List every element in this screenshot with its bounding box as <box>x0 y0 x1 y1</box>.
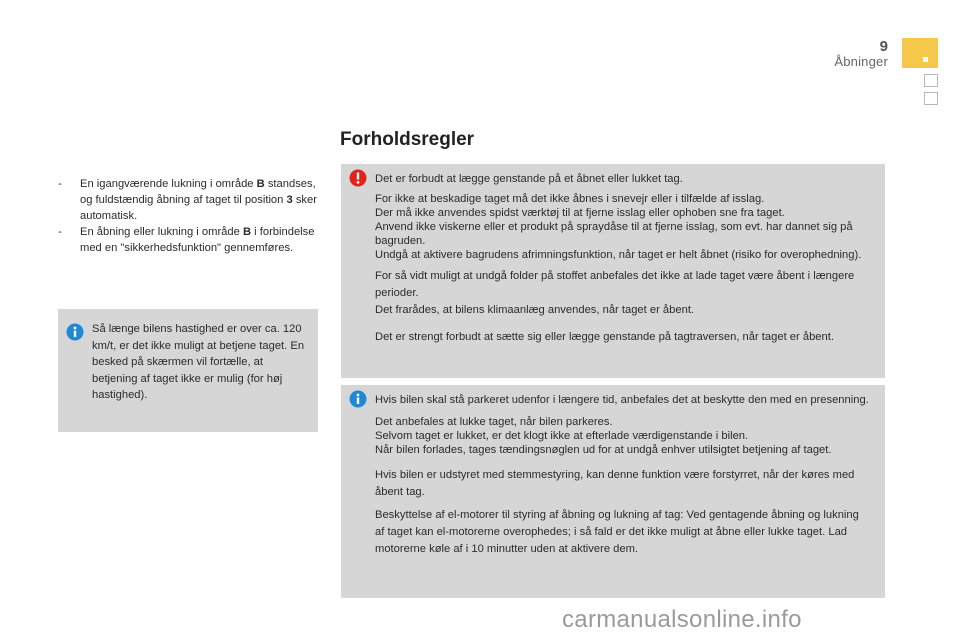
section-tab-3[interactable] <box>924 92 938 105</box>
info-icon <box>66 323 84 341</box>
speed-info-box <box>58 309 318 432</box>
info-text: Det anbefales at lukke taget, når bilen parkeres. <box>375 416 613 428</box>
list-item-text: i forbindelse med en "sikkerhedsfunktion" gennemføres. <box>80 226 315 254</box>
tab-marker-icon <box>923 57 928 62</box>
warning-text: Det er strengt forbudt at sætte sig eller lægge genstande på tagtraversen, når taget er åbent. <box>375 331 834 343</box>
area-label: B <box>256 178 265 190</box>
warning-text: Det frarådes, at bilens klimaanlæg anvendes, når taget er åbent. <box>375 304 695 316</box>
list-item-text: sker automatisk. <box>80 194 317 222</box>
list-item <box>58 176 320 224</box>
info-text: Hvis bilen er udstyret med stemmestyring, kan denne funktion være forstyrret, når der køres med åbent tag. <box>375 469 855 498</box>
warning-box <box>341 164 885 378</box>
info-icon <box>349 390 367 408</box>
section-tab-2[interactable] <box>924 74 938 87</box>
info-text: Så længe bilens hastighed er over ca. 120 km/t, er det ikke muligt at betjene taget. En besked på skærmen vil fortælle, at betjening af taget ikke er mulig (for høj hastighed). <box>92 323 305 401</box>
page-heading: Forholdsregler <box>340 129 475 150</box>
warning-text: Anvend ikke viskerne eller et produkt på spraydåse til at fjerne isslag, som evt. har dannet sig på bagruden. <box>375 221 853 247</box>
info-text: Beskyttelse af el-motorer til styring af åbning og lukning af tag: Ved gentagende åbning og lukning af taget kan el-motorerne overophedes; i så fald er det ikke muligt at åbne eller lukke taget. Lad motorerne køle af i 10 minutter uden at aktivere dem. <box>375 509 859 555</box>
parking-info-box <box>341 385 885 598</box>
page-number: 9 <box>879 38 888 55</box>
warning-text: Der må ikke anvendes spidst værktøj til at fjerne isslag eller ophoben sne fra taget. <box>375 207 785 219</box>
dash-bullet: - <box>58 178 62 190</box>
list-item <box>58 224 320 256</box>
info-text: Når bilen forlades, tages tændingsnøglen ud for at undgå enhver utilsigtet betjening af taget. <box>375 444 832 456</box>
warning-text: For ikke at beskadige taget må det ikke åbnes i snevejr eller i tilfælde af isslag. <box>375 193 765 205</box>
section-title: Åbninger <box>834 54 888 69</box>
list-item-text: En igangværende lukning i område <box>80 178 257 190</box>
dash-bullet: - <box>58 226 62 238</box>
list-item-text: En åbning eller lukning i område <box>80 226 243 238</box>
bullet-list <box>58 176 320 256</box>
warning-text: For så vidt muligt at undgå folder på stoffet anbefales det ikke at lade taget være åbent i længere perioder. <box>375 270 855 299</box>
warning-text: Det er forbudt at lægge genstande på et åbnet eller lukket tag. <box>375 173 683 185</box>
list-item-text: standses, og fuldstændig åbning af taget til position <box>80 178 316 206</box>
area-label: B <box>242 226 252 238</box>
warning-icon <box>349 169 367 187</box>
section-tab-active[interactable] <box>902 38 938 68</box>
info-text: Selvom taget er lukket, er det klogt ikke at efterlade værdigenstande i bilen. <box>375 430 749 442</box>
watermark: carmanualsonline.info <box>562 606 802 633</box>
position-label: 3 <box>286 194 293 206</box>
warning-text: Undgå at aktivere bagrudens afrimningsfunktion, når taget er helt åbnet (risiko for overophedning). <box>375 249 862 261</box>
info-text: Hvis bilen skal stå parkeret udenfor i længere tid, anbefales det at beskytte den med en presenning. <box>375 394 869 406</box>
